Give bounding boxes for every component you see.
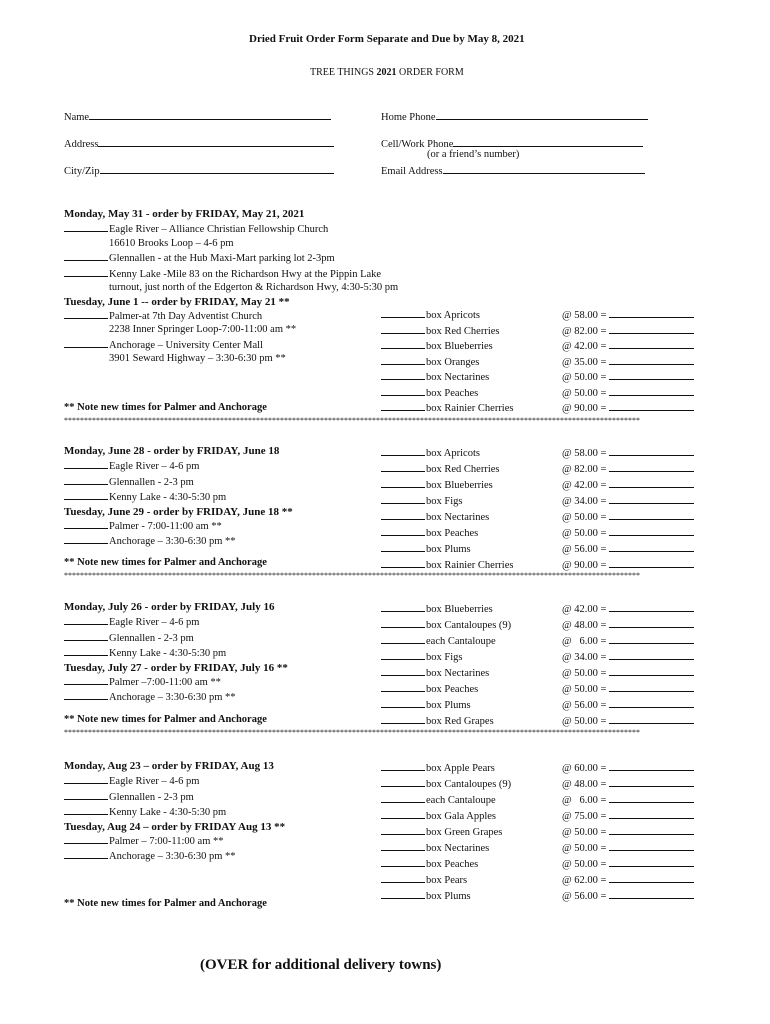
qty-blank[interactable] <box>381 856 425 867</box>
item-row: box Red Grapes <box>381 713 511 729</box>
prices-may <box>562 307 694 416</box>
delivery-row: 3901 Seward Highway – 3:30-6:30 pm ** <box>109 353 286 364</box>
qty-blank[interactable] <box>381 617 425 628</box>
item-row: box Red Cherries <box>381 323 513 339</box>
price-row: @ 56.00 = <box>562 888 694 904</box>
form-subtitle <box>310 67 464 78</box>
delivery-row: Anchorage – 3:30-6:30 pm ** <box>64 689 288 705</box>
cell-phone-field[interactable] <box>381 136 643 150</box>
qty-blank[interactable] <box>64 848 108 859</box>
delivery-row: Kenny Lake - 4:30-5:30 pm <box>64 804 285 820</box>
qty-blank[interactable] <box>381 713 425 724</box>
delivery-row: Palmer –7:00-11:00 am ** <box>64 674 288 690</box>
home-phone-field[interactable] <box>381 109 648 123</box>
total-blank[interactable] <box>609 649 694 660</box>
address-label: Address <box>64 139 99 150</box>
item-row: box Rainier Cherries <box>381 400 513 416</box>
total-blank[interactable] <box>609 697 694 708</box>
tuesday-heading: Tuesday, June 29 - order by FRIDAY, June 18 ** <box>64 505 293 518</box>
total-blank[interactable] <box>609 633 694 644</box>
delivery-row: Palmer – 7:00-11:00 am ** <box>64 833 285 849</box>
qty-blank[interactable] <box>64 689 108 700</box>
delivery-row: Eagle River – 4-6 pm <box>64 614 288 630</box>
total-blank[interactable] <box>609 385 694 396</box>
qty-blank[interactable] <box>381 792 425 803</box>
cityzip-field[interactable] <box>64 163 334 177</box>
qty-blank[interactable] <box>381 665 425 676</box>
cell-phone-line[interactable] <box>453 136 643 147</box>
footer-over-note: (OVER for additional delivery towns) <box>200 957 442 973</box>
total-blank[interactable] <box>609 665 694 676</box>
price-row: @ 50.00 = <box>562 824 694 840</box>
delivery-row: Anchorage – 3:30-6:30 pm ** <box>64 848 285 864</box>
qty-blank[interactable] <box>381 557 425 568</box>
qty-blank[interactable] <box>64 804 108 815</box>
tuesday-heading: Tuesday, June 1 -- order by FRIDAY, May 21 ** <box>64 295 290 308</box>
items-june <box>381 445 513 573</box>
separator-1: ************************************************************************************************************************************************ <box>64 416 640 425</box>
qty-blank[interactable] <box>64 308 108 319</box>
total-blank[interactable] <box>609 354 694 365</box>
delivery-row: Glennallen - 2-3 pm <box>64 474 293 490</box>
price-row: @ 50.00 = <box>562 856 694 872</box>
price-row: @ 50.00 = <box>562 509 694 525</box>
item-row: box Nectarines <box>381 840 511 856</box>
total-blank[interactable] <box>609 461 694 472</box>
total-blank[interactable] <box>609 872 694 883</box>
item-row: box Green Grapes <box>381 824 511 840</box>
delivery-row: Eagle River – 4-6 pm <box>64 458 293 474</box>
price-row: @ 48.00 = <box>562 617 694 633</box>
price-row: @ 50.00 = <box>562 525 694 541</box>
qty-blank[interactable] <box>64 789 108 800</box>
item-row: box Nectarines <box>381 665 511 681</box>
qty-blank[interactable] <box>381 681 425 692</box>
price-row: @ 34.00 = <box>562 493 694 509</box>
delivery-row: 16610 Brooks Loop – 4-6 pm <box>109 237 234 249</box>
delivery-row: Anchorage – University Center Mall <box>64 337 398 353</box>
cell-phone-note: (or a friend’s number) <box>427 149 520 160</box>
price-row: @ 50.00 = <box>562 681 694 697</box>
name-label: Name <box>64 112 90 123</box>
item-row: each Cantaloupe <box>381 792 511 808</box>
item-row: box Blueberries <box>381 338 513 354</box>
total-blank[interactable] <box>609 477 694 488</box>
item-row: box Blueberries <box>381 601 511 617</box>
section-aug <box>64 760 285 864</box>
item-row: box Gala Apples <box>381 808 511 824</box>
item-row: box Peaches <box>381 856 511 872</box>
qty-blank[interactable] <box>64 337 108 348</box>
qty-blank[interactable] <box>381 385 425 396</box>
item-row: box Pears <box>381 872 511 888</box>
subtitle-prefix: TREE THINGS <box>310 67 377 78</box>
qty-blank[interactable] <box>381 338 425 349</box>
total-blank[interactable] <box>609 400 694 411</box>
qty-blank[interactable] <box>381 808 425 819</box>
note-aug: ** Note new times for Palmer and Anchorage <box>64 898 267 909</box>
price-row: @ 75.00 = <box>562 808 694 824</box>
item-row: box Peaches <box>381 525 513 541</box>
price-row: @ 34.00 = <box>562 649 694 665</box>
monday-heading: Monday, July 26 - order by FRIDAY, July 16 <box>64 601 275 613</box>
price-row: @ 50.00 = <box>562 665 694 681</box>
separator-3: ************************************************************************************************************************************************ <box>64 728 640 737</box>
price-row: @ 42.00 = <box>562 477 694 493</box>
cell-phone-label: Cell/Work Phone <box>381 139 454 150</box>
name-line[interactable] <box>89 109 331 120</box>
total-blank[interactable] <box>609 681 694 692</box>
total-blank[interactable] <box>609 493 694 504</box>
cityzip-line[interactable] <box>100 163 334 174</box>
total-blank[interactable] <box>609 824 694 835</box>
items-aug <box>381 760 511 904</box>
qty-blank[interactable] <box>64 221 108 232</box>
delivery-row: Palmer - 7:00-11:00 am ** <box>64 518 293 534</box>
prices-aug <box>562 760 694 904</box>
subtitle-suffix: ORDER FORM <box>396 67 464 78</box>
price-row: @ 42.00 = <box>562 601 694 617</box>
monday-heading: Monday, May 31 - order by FRIDAY, May 21, 2021 <box>64 208 305 220</box>
price-row: @ 50.00 = <box>562 840 694 856</box>
section-may <box>64 208 398 366</box>
total-blank[interactable] <box>609 541 694 552</box>
item-row: box Oranges <box>381 354 513 370</box>
monday-heading: Monday, Aug 23 – order by FRIDAY, Aug 13 <box>64 760 274 772</box>
price-row: @ 60.00 = <box>562 760 694 776</box>
price-row: @ 56.00 = <box>562 541 694 557</box>
price-row: @ 50.00 = <box>562 385 694 401</box>
price-row: @ 58.00 = <box>562 307 694 323</box>
delivery-row: Glennallen - 2-3 pm <box>64 630 288 646</box>
email-field[interactable] <box>381 163 645 177</box>
delivery-row: Anchorage – 3:30-6:30 pm ** <box>64 533 293 549</box>
qty-blank[interactable] <box>381 633 425 644</box>
qty-blank[interactable] <box>64 533 108 544</box>
qty-blank[interactable] <box>381 509 425 520</box>
delivery-row: Glennallen - at the Hub Maxi-Mart parking lot 2-3pm <box>64 250 398 266</box>
total-blank[interactable] <box>609 323 694 334</box>
monday-heading: Monday, June 28 - order by FRIDAY, June 18 <box>64 445 280 457</box>
item-row: box Figs <box>381 493 513 509</box>
item-row: box Apricots <box>381 445 513 461</box>
separator-2: ************************************************************************************************************************************************ <box>64 571 640 580</box>
price-row: @ 58.00 = <box>562 445 694 461</box>
cityzip-label: City/Zip <box>64 166 100 177</box>
item-row: box Cantaloupes (9) <box>381 776 511 792</box>
price-row: @ 90.00 = <box>562 557 694 573</box>
qty-blank[interactable] <box>381 445 425 456</box>
section-july <box>64 601 288 705</box>
item-row: box Plums <box>381 541 513 557</box>
qty-blank[interactable] <box>64 474 108 485</box>
delivery-row: Kenny Lake - 4:30-5:30 pm <box>64 489 293 505</box>
total-blank[interactable] <box>609 713 694 724</box>
total-blank[interactable] <box>609 888 694 899</box>
total-blank[interactable] <box>609 557 694 568</box>
qty-blank[interactable] <box>381 824 425 835</box>
qty-blank[interactable] <box>64 266 108 277</box>
price-row: @ 50.00 = <box>562 369 694 385</box>
qty-blank[interactable] <box>64 614 108 625</box>
qty-blank[interactable] <box>64 518 108 529</box>
qty-blank[interactable] <box>381 840 425 851</box>
total-blank[interactable] <box>609 617 694 628</box>
item-row: box Nectarines <box>381 369 513 385</box>
item-row: box Nectarines <box>381 509 513 525</box>
prices-july <box>562 601 694 729</box>
qty-blank[interactable] <box>381 400 425 411</box>
qty-blank[interactable] <box>381 525 425 536</box>
home-phone-line[interactable] <box>436 109 648 120</box>
price-row: @ 82.00 = <box>562 461 694 477</box>
items-july <box>381 601 511 729</box>
price-row: @ 35.00 = <box>562 354 694 370</box>
item-row: box Red Cherries <box>381 461 513 477</box>
price-row: @ 42.00 = <box>562 338 694 354</box>
price-row: @ 48.00 = <box>562 776 694 792</box>
qty-blank[interactable] <box>381 369 425 380</box>
item-row: box Blueberries <box>381 477 513 493</box>
delivery-row: Palmer-at 7th Day Adventist Church <box>64 308 398 324</box>
qty-blank[interactable] <box>381 477 425 488</box>
address-field[interactable] <box>64 136 334 150</box>
section-june <box>64 445 293 549</box>
email-label: Email Address <box>381 166 443 177</box>
total-blank[interactable] <box>609 856 694 867</box>
delivery-row: Glennallen - 2-3 pm <box>64 789 285 805</box>
form-title: Dried Fruit Order Form Separate and Due by May 8, 2021 <box>249 33 525 45</box>
qty-blank[interactable] <box>64 645 108 656</box>
qty-blank[interactable] <box>381 541 425 552</box>
qty-blank[interactable] <box>64 489 108 500</box>
item-row: box Plums <box>381 697 511 713</box>
subtitle-year: 2021 <box>376 67 397 78</box>
total-blank[interactable] <box>609 338 694 349</box>
email-line[interactable] <box>443 163 645 174</box>
total-blank[interactable] <box>609 760 694 771</box>
qty-blank[interactable] <box>381 649 425 660</box>
prices-june <box>562 445 694 573</box>
qty-blank[interactable] <box>64 458 108 469</box>
note-june: ** Note new times for Palmer and Anchorage <box>64 557 267 568</box>
item-row: box Cantaloupes (9) <box>381 617 511 633</box>
address-line[interactable] <box>98 136 334 147</box>
tuesday-heading: Tuesday, July 27 - order by FRIDAY, July 16 ** <box>64 661 288 674</box>
note-july: ** Note new times for Palmer and Anchorage <box>64 714 267 725</box>
qty-blank[interactable] <box>381 601 425 612</box>
total-blank[interactable] <box>609 369 694 380</box>
price-row: @ 82.00 = <box>562 323 694 339</box>
price-row: @ 90.00 = <box>562 400 694 416</box>
qty-blank[interactable] <box>381 354 425 365</box>
qty-blank[interactable] <box>64 773 108 784</box>
price-row: @ 6.00 = <box>562 633 694 649</box>
qty-blank[interactable] <box>381 872 425 883</box>
item-row: box Plums <box>381 888 511 904</box>
price-row: @ 50.00 = <box>562 713 694 729</box>
home-phone-label: Home Phone <box>381 112 436 123</box>
qty-blank[interactable] <box>381 461 425 472</box>
qty-blank[interactable] <box>64 833 108 844</box>
total-blank[interactable] <box>609 525 694 536</box>
qty-blank[interactable] <box>381 697 425 708</box>
delivery-row: Eagle River – Alliance Christian Fellowship Church <box>64 221 398 237</box>
total-blank[interactable] <box>609 840 694 851</box>
item-row: box Peaches <box>381 385 513 401</box>
total-blank[interactable] <box>609 776 694 787</box>
qty-blank[interactable] <box>381 776 425 787</box>
item-row: box Apple Pears <box>381 760 511 776</box>
total-blank[interactable] <box>609 808 694 819</box>
item-row: box Figs <box>381 649 511 665</box>
delivery-row: turnout, just north of the Edgerton & Richardson Hwy, 4:30-5:30 pm <box>109 282 399 293</box>
delivery-row: 2238 Inner Springer Loop-7:00-11:00 am ** <box>109 324 297 335</box>
total-blank[interactable] <box>609 601 694 612</box>
name-field[interactable] <box>64 109 331 123</box>
qty-blank[interactable] <box>381 307 425 318</box>
qty-blank[interactable] <box>381 760 425 771</box>
item-row: box Rainier Cherries <box>381 557 513 573</box>
delivery-row: Kenny Lake -Mile 83 on the Richardson Hwy at the Pippin Lake <box>64 266 398 282</box>
total-blank[interactable] <box>609 307 694 318</box>
total-blank[interactable] <box>609 509 694 520</box>
item-row: box Peaches <box>381 681 511 697</box>
qty-blank[interactable] <box>381 888 425 899</box>
qty-blank[interactable] <box>64 630 108 641</box>
total-blank[interactable] <box>609 792 694 803</box>
qty-blank[interactable] <box>381 493 425 504</box>
note-may: ** Note new times for Palmer and Anchorage <box>64 402 267 413</box>
total-blank[interactable] <box>609 445 694 456</box>
delivery-row: Kenny Lake - 4:30-5:30 pm <box>64 645 288 661</box>
price-row: @ 62.00 = <box>562 872 694 888</box>
tuesday-heading: Tuesday, Aug 24 – order by FRIDAY Aug 13 ** <box>64 820 286 833</box>
item-row: box Apricots <box>381 307 513 323</box>
qty-blank[interactable] <box>381 323 425 334</box>
item-row: each Cantaloupe <box>381 633 511 649</box>
qty-blank[interactable] <box>64 250 108 261</box>
price-row: @ 56.00 = <box>562 697 694 713</box>
items-may <box>381 307 513 416</box>
qty-blank[interactable] <box>64 674 108 685</box>
delivery-row: Eagle River – 4-6 pm <box>64 773 285 789</box>
price-row: @ 6.00 = <box>562 792 694 808</box>
